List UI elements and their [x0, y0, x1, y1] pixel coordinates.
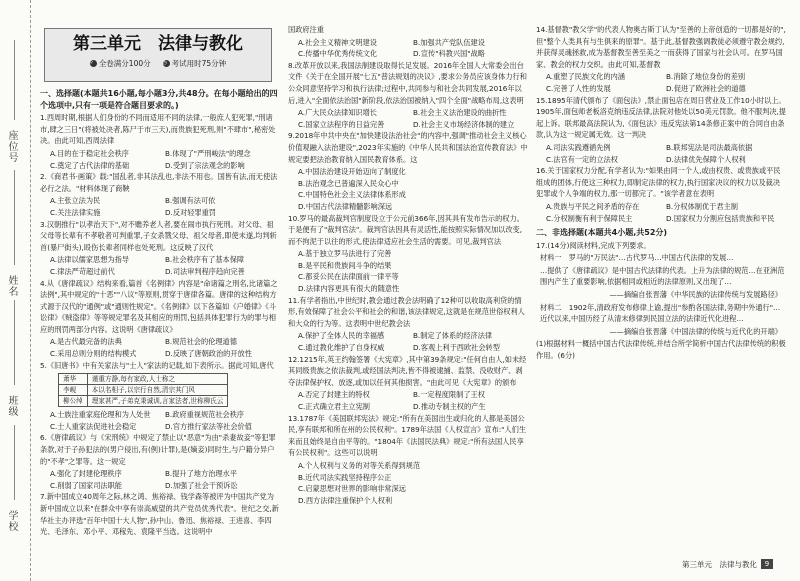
q8-option-b[interactable]: B.社会主义法治建设的曲折性	[413, 108, 507, 118]
table-row: 萧华 谨重方静,每有家政,人士称之	[59, 374, 228, 385]
q2-option-b[interactable]: B.强调有法可依	[165, 196, 216, 206]
q10-option-b[interactable]: B.是平民和贵族间斗争的结果	[298, 260, 392, 270]
q4-option-d[interactable]: D.反映了唐朝政治的开放性	[165, 349, 252, 359]
q5-table	[58, 373, 228, 407]
material-1-source: ——摘编自张晋藩《中华民族的法律传统与发展路径》	[609, 290, 782, 300]
q13-option-c[interactable]: C.启蒙思想对世界的影响非常深远	[298, 484, 406, 494]
q4-option-c[interactable]: C.采用总则分则的结构模式	[50, 349, 137, 359]
question-16: 16.关于国家权力分配,有学者认为:"如果由同一个人,或由权贵、或贵族或平民组成的团体,行使这三种权力,即制定法律的权力,执行国家决议的权力以及裁决犯罪或个人争端的权力,那一切都完了。"该学者意在表明	[536, 166, 781, 199]
q10-option-c[interactable]: C.都妥公民在法律面前一律平等	[298, 272, 399, 282]
q5-option-c[interactable]: C.士人重家法促进社会稳定	[50, 421, 137, 431]
q14-option-b[interactable]: B.消除了地位身份的差别	[666, 72, 746, 82]
q4-option-a[interactable]: A.是古代最完备的法典	[50, 337, 122, 347]
q5-option-b[interactable]: B.政府重视规范社会秩序	[165, 410, 245, 420]
q6-option-a[interactable]: A.强化了封建伦理秩序	[50, 469, 122, 479]
question-10: 10.罗马的最高裁判官制度设立于公元前366年,因其具有发布告示的权力。于是便有了"裁判官法"。裁判官法因具有灵活性,能按照实际情况加以改变,而不拘泥于以往的形式,使法律适应社会生活的需要。可见,裁判官法	[288, 213, 524, 246]
q14-option-d[interactable]: D.促进了欧洲社会的道德	[666, 83, 746, 93]
seat-label: 座位号	[6, 130, 17, 163]
question-7: 7.新中国成立40周年之际,林之鸿、焦裕禄、钱学森等被评为中国共产党为新中国成立以来"在群众中享有崇高威望的共产党员优秀代表"。世纪之交,新华社主办评选"百年中国十大人物",孙中山、鲁迅、焦裕禄、王进喜、李四光、毛泽东、邓小平、邓稼先、袁隆平当选。这说明中	[40, 492, 279, 537]
score-icon: ✓	[90, 60, 97, 67]
question-14: 14.基督教"教父学"的代表人物奥古斯丁认为"至善的上帝创造的一切都是好的",但"整个人类具有与生俱来的原罪"。基于此,基督教强调教徒必须遵守教会规约,并获得灵魂拯救,成为基督教至善至美之一而获得了国家与社会认可。在罗马国家、教会的权力交织。由此可知,基督教	[536, 25, 786, 69]
full-score: ✓ 全卷满分100分	[89, 59, 151, 68]
class-line	[14, 300, 15, 385]
q16-option-a[interactable]: A.贵族与平民之间矛盾的存在	[546, 201, 640, 211]
material-1-continued: …提供了《唐律疏议》是中国古代法律的代表。上升为法律的规范…在亚洲范围内产生了重要影响,依据相同或相近的法律原则,又出现了…	[540, 265, 785, 287]
school-label: 学校	[6, 510, 17, 532]
q2-option-c[interactable]: C.关注法律实施	[50, 207, 101, 217]
q11-option-d[interactable]: D.客观上利于西欧社会转型	[413, 343, 500, 353]
question-13: 13.1787年《美国联邦宪法》规定:"所有在美国出生或归化的人都是美国公民,享有联邦和所在州的公民权利"。1789年法国《人权宣言》宣布:"人们生来而且始终是自由平等的。"1804年《法国民法典》规定:"所有法国人民享有公民权利"。这些可以说明	[288, 413, 527, 458]
q15-option-d[interactable]: D.法律优先保障个人权利	[666, 154, 746, 164]
q3-option-a[interactable]: A.法律以儒家思想为指导	[50, 255, 129, 265]
q11-option-c[interactable]: C.通过教化维护了自身权威	[298, 343, 385, 353]
q1-option-d[interactable]: D.受到了宗法观念的影响	[165, 160, 245, 170]
q12-option-a[interactable]: A.否定了封建主的特权	[298, 390, 370, 400]
q3-option-b[interactable]: B.社会秩序有了基本保障	[165, 255, 245, 265]
question-6: 6.《唐律疏议》与《宋刑统》中规定了禁止以"恶意"为由"杀妻故妾"等犯罪条款,对于子孙犯法的(男户侵出,有(例)计罪),是(嫡妾)同时生,与户籍分异户的"不孝"之罪等。这一规定	[40, 433, 276, 466]
q16-option-c[interactable]: C.分权制衡有利于保障民主	[546, 213, 633, 223]
material-2-source: ——摘编自张晋藩《中国法律的传统与近代化的开端》	[609, 326, 782, 336]
question-5: 5.《旧唐书》中有关家法与"士人"家法的记载,如下表所示。据此可知,唐代	[40, 360, 274, 370]
time-limit: ◷ 考试用时75分钟	[162, 59, 227, 68]
q12-option-d[interactable]: D.推动专制主权的产生	[413, 402, 486, 411]
q7-option-a[interactable]: A.社会主义精神文明建设	[298, 37, 377, 47]
q5-option-a[interactable]: A.士族注重家庭伦理和为人处世	[50, 410, 151, 420]
school-line	[14, 425, 15, 500]
question-9: 9.2018年中共中央在"加快建设法治社会"的内容中,强调"推动社会主义核心价值观融入法治建设",2023年实施的《中华人民共和国法治宣传教育法》中规定要把法治教育纳入国民教育体系。这	[288, 131, 528, 164]
q14-option-a[interactable]: A.重塑了民族文化的内涵	[546, 72, 625, 82]
table-row: 李岘 本以名相子,以宗行自然,清宗其门风	[59, 385, 228, 396]
q2-option-d[interactable]: D.反对轻罪重罚	[165, 207, 216, 217]
q6-option-b[interactable]: B.提升了地方治理水平	[165, 469, 237, 479]
q10-option-d[interactable]: D.法律内容更具有很大的随意性	[298, 284, 400, 294]
q9-option-d[interactable]: D.中国古代法律精髓影响深远	[298, 201, 393, 211]
q12-option-c[interactable]: C.正式确立君主立宪制	[298, 402, 370, 411]
q10-option-a[interactable]: A.基于独立罗马法进行了完善	[298, 249, 392, 259]
q11-option-a[interactable]: A.保护了全体人民的幸福感	[298, 331, 385, 341]
material-1: 材料一 罗马的"万民法"…古代罗马…中国古代法律的发展…	[540, 253, 734, 263]
page-number: 9	[761, 559, 773, 569]
q2-option-a[interactable]: A.主张立法为民	[50, 196, 101, 206]
q1-option-a[interactable]: A.目的在于稳定社会秩序	[50, 148, 129, 158]
q15-option-a[interactable]: A.司法实践遵循先例	[546, 142, 611, 152]
page-footer	[682, 557, 782, 571]
class-label: 班级	[6, 395, 17, 417]
q13-option-a[interactable]: A.个人权利与义务的对等关系得到规范	[298, 460, 421, 470]
question-11: 11.有学者指出,中世纪时,教会通过教会法明确了12种可以收取高利贷的情形,有效保障了社会公平和社会的和谐,该法律规定,这就是在规范世俗权利人和大众的行为等。这表明中世纪教会法	[288, 295, 525, 328]
q6-option-d[interactable]: D.加强了社会干预诉讼	[165, 480, 238, 490]
question-15: 15.1895年清代颁布了《面包法》,禁止面包店在周日营业及工作10小时以上。1905年,面包师老板洛克纳违反法律,法院对他处以50美元罚款。他不服判决,提起上诉。联邦最高法院认为,《面包法》违反宪法第14条修正案中的合同自由条款,认为这一规定属无效。这一判决	[536, 95, 786, 140]
question-1: 1.西周时期,根据人们身份的不同而适用不同的法律,一般庶人犯死罪,"刑诸市,肆之三日"(将被处决者,陈尸于市三天),而贵族犯死刑,则"不肆市",秘密处决。由此可知,西周法律	[40, 113, 276, 146]
q13-option-d[interactable]: D.西方法律注重保护个人权利	[298, 495, 393, 505]
q15-option-c[interactable]: C.法官有一定的立法权	[546, 154, 618, 164]
q16-option-d[interactable]: D.国家权力分割应包括贵族和平民	[666, 213, 775, 223]
section-1-title: 一、选择题(本题共16小题,每小题3分,共48分。在每小题给出的四个选项中,只有一项是符合题目要求的。)	[40, 89, 278, 110]
question-17-part-1: (1)根据材料一概括中国古代法律传统,并结合所学简析中国古代法律传统的积极作用。(6分)	[536, 339, 786, 361]
q11-option-b[interactable]: B.制定了体系的经济法律	[413, 331, 493, 341]
unit-header	[44, 28, 272, 82]
column-2	[288, 24, 528, 554]
q1-option-b[interactable]: B.体现了"严刑峻法"的理念	[165, 148, 251, 158]
q9-option-a[interactable]: A.中国法治建设开始迈向了制度化	[298, 167, 406, 177]
q8-option-c[interactable]: C.国家立法程序的日益完善	[298, 119, 385, 129]
question-2: 2.《商君书·画策》载:"国乱者,非其法乱也,非法不用也。国皆有法,而无使法必行之法。"材料体现了商鞅	[40, 172, 278, 193]
q5-option-d[interactable]: D.官方推行家法等社会价值	[165, 421, 252, 431]
section-2-title: 二、非选择题(本题共4小题,共52分)	[536, 228, 668, 238]
q9-option-b[interactable]: B.法治观念已普遍深入民众心中	[298, 178, 399, 188]
q3-option-d[interactable]: D.司法审判程序趋向完善	[165, 266, 245, 276]
footer-title: 第三单元 法律与教化	[682, 559, 757, 569]
question-8: 8.改革开放以来,我国法制建设取得长足发展。2016年全国人大常委会出台文件《关于在全国开展"七五"普法规划的决议》,要求公务员应该身体力行和公众同意坚持学习和执行法律;过程中,共同参与和社会共同发展,2016年以后,进入"全面依法治国"新阶段,依法治国被纳入"四个全面"战略布局,这表明	[288, 60, 527, 105]
q7-option-c[interactable]: C.传播中华优秀传统文化	[298, 49, 378, 59]
q9-option-c[interactable]: C.中国特色社会主义法律体系形成	[298, 190, 406, 200]
name-line	[14, 170, 15, 265]
q12-option-b[interactable]: B.一定程度限制了王权	[413, 390, 485, 400]
material-2: 材料二 1902年,清政府发布修律上谕,提出"参酌各国法律,务期中外通行"…近代以来,中国历经了从清末修律到民国立法的法律近代化进程…	[540, 302, 781, 324]
seat-line	[14, 40, 15, 120]
q8-option-d[interactable]: D.社会主义市场经济体制的建立	[413, 119, 515, 129]
q3-option-c[interactable]: C.律法严苛超过前代	[50, 266, 115, 276]
unit-title: 第三单元 法律与教化	[73, 34, 243, 54]
column-3	[536, 24, 786, 554]
binding-margin	[0, 0, 31, 581]
question-4: 4.从《唐律疏议》结构来看,篇首《名例律》内容是"命诸篇之刑名,比诸篇之法例",其中规定的"十恶""八议"等原则,贯穿于唐律各篇。唐律的这种结构方式源于汉代的"通例"或"通则性规定"。《名例律》以下各篇如《户婚律》《斗讼律》《贼盗律》等等规定罪名及其相应的刑罚,包括具体犯罪行为的罪与相应的刑罚两部分内容。这说明《唐律疏议》	[40, 278, 278, 334]
question-3: 3.汉朝推行"以孝治天下",对不赡养老人者,要在闹市执行死刑。对父母、祖父母等长辈有不孝敬者可判重罪,子女杀戮父母、祖父母者,即使未遂,均判斩首(暴尸街头),殴伤长辈者同样也处死刑。这反映了汉代	[40, 219, 277, 252]
question-12: 12.1215年,英王约翰签署《大宪章》,其中第39条规定:"任何自由人,如未经其同级贵族之依法裁判,或经国法判决,皆不得被逮捕、监禁、没收财产、剥夺法律保护权、放逐,或加以任何其他损害。"由此可见《大宪章》的颁布	[288, 354, 527, 387]
q13-option-b[interactable]: B.近代司法实践坚持程序公正	[298, 472, 392, 482]
q7-option-d[interactable]: D.宣传"科教兴国"战略	[413, 49, 485, 59]
q6-option-c[interactable]: C.削弱了国家司法职能	[50, 480, 122, 490]
q7-option-b[interactable]: B.加强共产党队伍建设	[413, 37, 485, 47]
q8-option-a[interactable]: A.广大民众法律知识增长	[298, 108, 377, 118]
name-label: 姓名	[6, 275, 17, 297]
question-7-continued: 国政府注重	[288, 25, 324, 34]
q4-option-b[interactable]: B.规范社会的伦理道德	[165, 337, 237, 347]
q1-option-c[interactable]: C.奠定了古代法律的基础	[50, 160, 130, 170]
q15-option-b[interactable]: B.联邦宪法是司法最高依据	[666, 142, 753, 152]
table-row: 柳公绰 理家甚严,子弟克秉诚训,言家法者,世称柳氏云	[59, 396, 228, 407]
q16-option-b[interactable]: B.分权体制优于君主制	[666, 201, 738, 211]
question-17: 17.(14分)阅读材料,完成下列要求。	[536, 240, 651, 250]
column-1	[40, 24, 280, 554]
clock-icon: ◷	[163, 60, 170, 67]
q14-option-c[interactable]: C.完善了人性的发展	[546, 83, 611, 93]
